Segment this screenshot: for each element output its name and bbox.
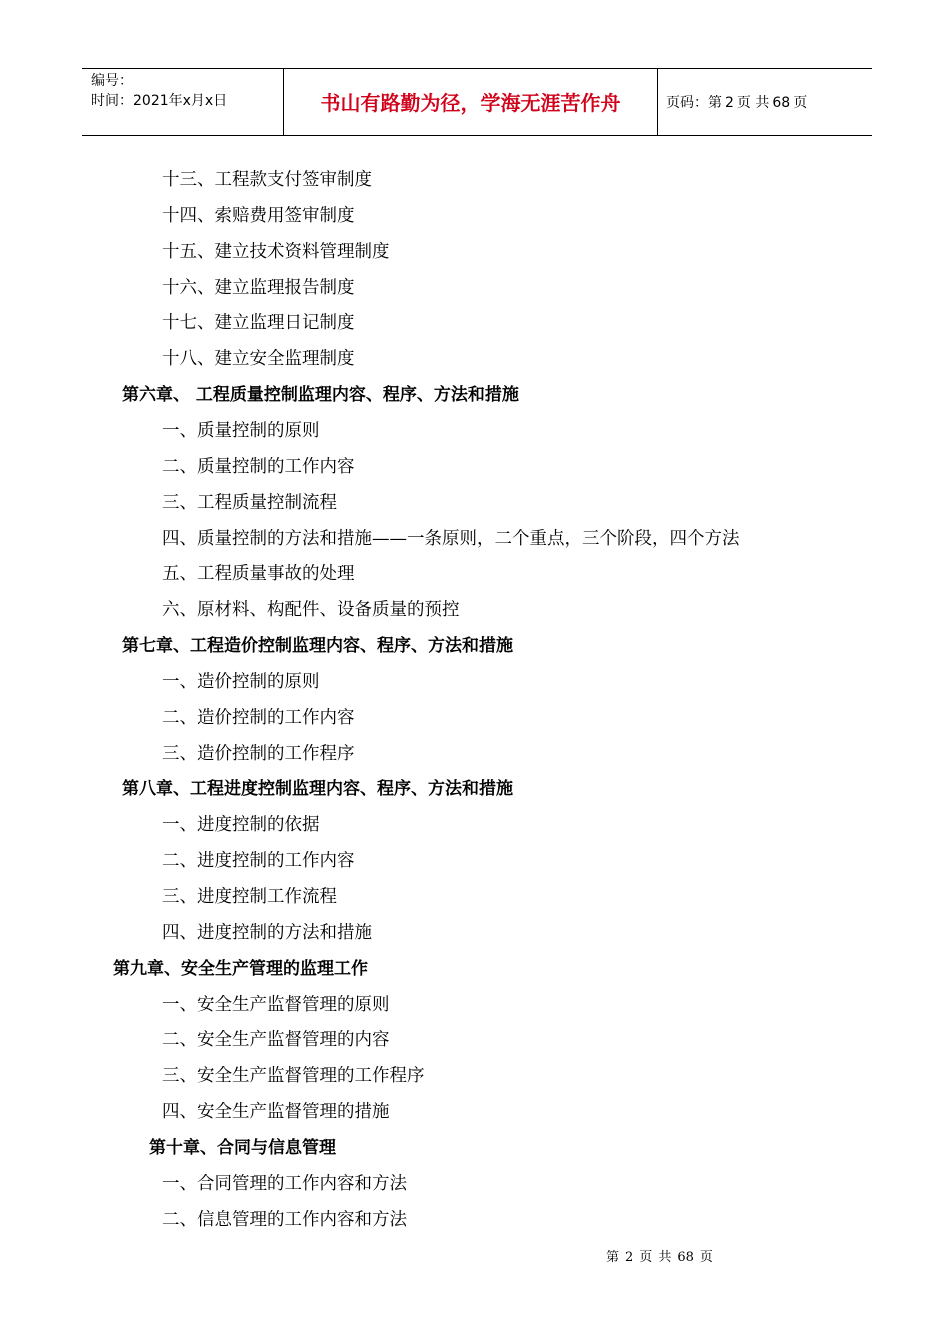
document-number-label: 编号： [91, 73, 133, 89]
toc-chapter-heading: 第八章、工程进度控制监理内容、程序、方法和措施 [122, 779, 513, 800]
toc-section-item: 一、进度控制的依据 [162, 815, 320, 836]
toc-section-item: 一、质量控制的原则 [162, 420, 320, 441]
toc-chapter-heading: 第九章、安全生产管理的监理工作 [113, 958, 368, 979]
toc-section-item: 一、造价控制的原则 [162, 671, 320, 692]
toc-chapter-heading: 第六章、 工程质量控制监理内容、程序、方法和措施 [122, 385, 519, 406]
toc-section-item: 二、质量控制的工作内容 [162, 456, 355, 477]
toc-section-item: 三、工程质量控制流程 [162, 492, 337, 513]
toc-section-item: 三、进度控制工作流程 [162, 887, 337, 907]
footer-page-mid: 页 [639, 1250, 653, 1265]
header-page-suffix: 页 [793, 95, 808, 111]
toc-section-item: 六、原材料、构配件、设备质量的预控 [162, 600, 460, 621]
toc-section-item: 四、质量控制的方法和措施——一条原则，二个重点，三个阶段，四个方法 [162, 528, 740, 549]
toc-section-item: 十五、建立技术资料管理制度 [162, 241, 390, 262]
toc-section-item: 二、安全生产监督管理的内容 [162, 1030, 390, 1051]
document-time-label: 时间：2021年x月x日 [91, 93, 228, 109]
footer-page-pre: 第 [606, 1250, 620, 1265]
footer-page-current: 2 [625, 1250, 634, 1265]
toc-section-item: 二、信息管理的工作内容和方法 [162, 1209, 407, 1230]
toc-section-item: 一、合同管理的工作内容和方法 [162, 1173, 407, 1194]
toc-chapter-heading: 第十章、合同与信息管理 [149, 1137, 336, 1158]
header-motto: 书山有路勤为径，学海无涯苦作舟 [284, 69, 658, 135]
toc-section-item: 十六、建立监理报告制度 [162, 277, 355, 298]
toc-section-item: 一、安全生产监督管理的原则 [162, 994, 390, 1015]
page-footer [606, 1246, 719, 1265]
header-page-current: 2 [725, 95, 734, 111]
toc-section-item: 三、安全生产监督管理的工作程序 [162, 1066, 425, 1087]
header-meta-cell [82, 69, 284, 135]
header-page-label: 页码：第 [666, 95, 722, 111]
footer-page-suffix: 页 [699, 1250, 713, 1265]
toc-section-item: 二、造价控制的工作内容 [162, 707, 355, 728]
header-page-total: 68 [772, 95, 791, 111]
toc-chapter-heading: 第七章、工程造价控制监理内容、程序、方法和措施 [122, 636, 513, 657]
toc-section-item: 三、造价控制的工作程序 [162, 743, 355, 764]
header-page-info [658, 69, 872, 135]
toc-section-item: 二、进度控制的工作内容 [162, 851, 355, 872]
toc-section-item: 四、安全生产监督管理的措施 [162, 1102, 390, 1123]
toc-section-item: 十三、工程款支付签审制度 [162, 170, 372, 190]
page-header [82, 68, 872, 136]
toc-section-item: 十八、建立安全监理制度 [162, 349, 355, 370]
toc-section-item: 五、工程质量事故的处理 [162, 564, 355, 585]
footer-page-total: 68 [677, 1250, 694, 1265]
toc-section-item: 十四、索赔费用签审制度 [162, 205, 355, 226]
header-page-mid: 页 共 [736, 95, 770, 111]
toc-section-item: 十七、建立监理日记制度 [162, 313, 355, 334]
toc-section-item: 四、进度控制的方法和措施 [162, 922, 372, 943]
footer-total-label: 共 [658, 1250, 672, 1265]
